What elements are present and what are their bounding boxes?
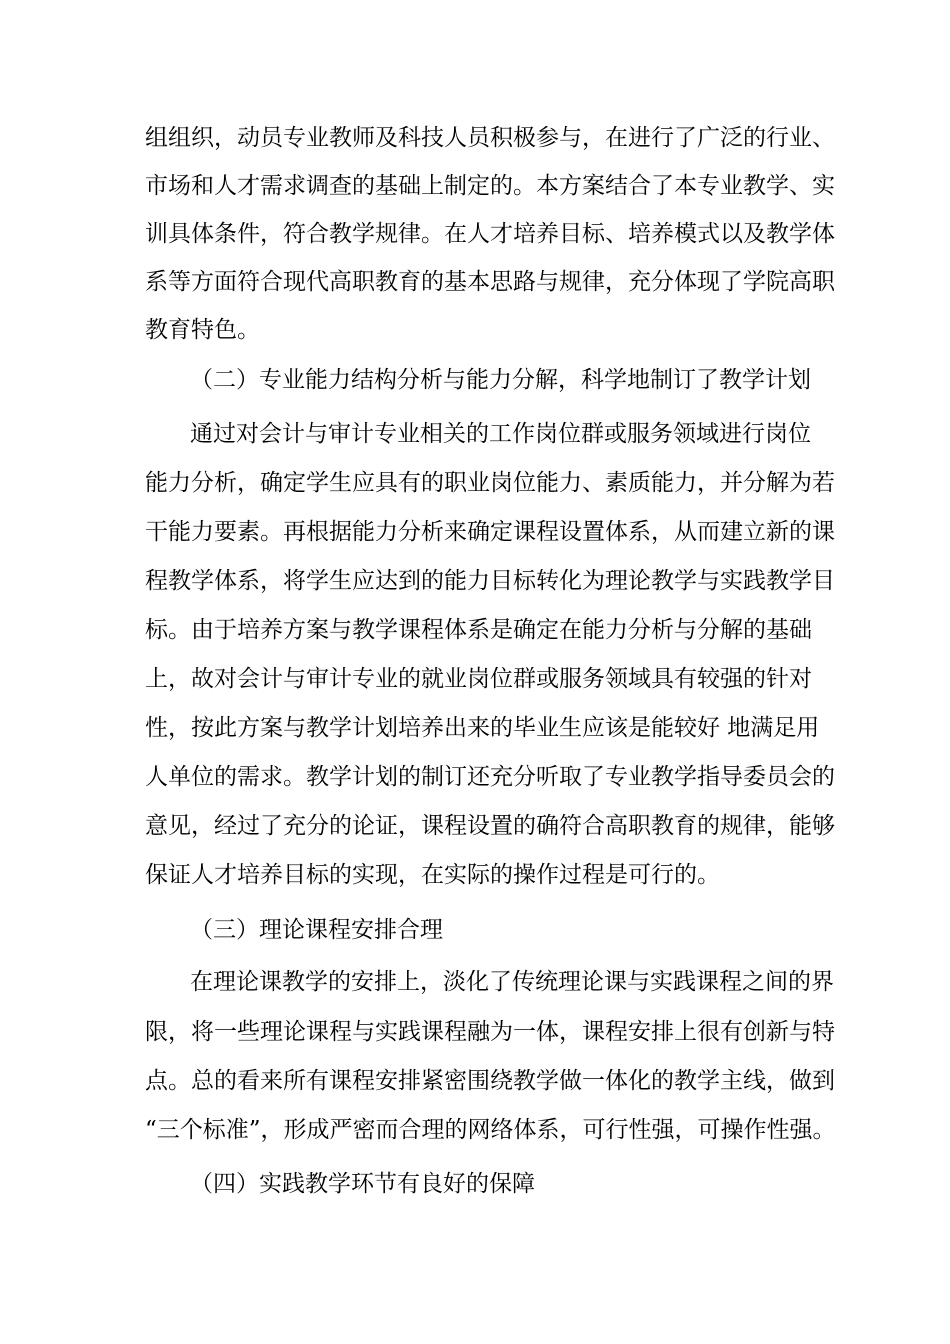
paragraph-line: 点。总的看来所有课程安排紧密围绕教学做一体化的教学主线，做到	[145, 1068, 835, 1094]
paragraph-line: 在理论课教学的安排上，淡化了传统理论课与实践课程之间的界	[190, 969, 834, 995]
paragraph-line: 标。由于培养方案与教学课程体系是确定在能力分析与分解的基础	[145, 617, 812, 643]
paragraph-line: 训具体条件，符合教学规律。在人才培养目标、培养模式以及教学体	[145, 221, 835, 247]
paragraph-line: 性，按此方案与教学计划培养出来的毕业生应该是能较好 地满足用	[145, 715, 820, 741]
section-heading: （三）理论课程安排合理	[190, 917, 443, 943]
paragraph-line: 人单位的需求。教学计划的制订还充分听取了专业教学指导委员会的	[145, 764, 835, 790]
paragraph-line: 上，故对会计与审计专业的就业岗位群或服务领域具有较强的针对	[145, 666, 812, 692]
paragraph-line: 程教学体系，将学生应达到的能力目标转化为理论教学与实践教学目	[145, 568, 835, 594]
paragraph-line: 教育特色。	[145, 317, 260, 343]
paragraph-line: 限，将一些理论课程与实践课程融为一体，课程安排上很有创新与特	[145, 1019, 835, 1045]
section-heading: （二）专业能力结构分析与能力分解，科学地制订了教学计划	[190, 367, 811, 393]
paragraph-line: 通过对会计与审计专业相关的工作岗位群或服务领域进行岗位	[190, 421, 811, 447]
paragraph-line: 保证人才培养目标的实现，在实际的操作过程是可行的。	[145, 862, 720, 888]
paragraph-line: 系等方面符合现代高职教育的基本思路与规律，充分体现了学院高职	[145, 269, 835, 295]
paragraph-line: 组组织，动员专业教师及科技人员积极参与，在进行了广泛的行业、	[145, 125, 835, 151]
paragraph-line: “三个标准”，形成严密而合理的网络体系，可行性强，可操作性强。	[145, 1117, 836, 1143]
section-heading: （四）实践教学环节有良好的保障	[190, 1171, 535, 1197]
paragraph-line: 意见，经过了充分的论证，课程设置的确符合高职教育的规律，能够	[145, 813, 835, 839]
paragraph-line: 干能力要素。再根据能力分析来确定课程设置体系，从而建立新的课	[145, 519, 835, 545]
paragraph-line: 市场和人才需求调查的基础上制定的。本方案结合了本专业教学、实	[145, 173, 835, 199]
paragraph-line: 能力分析，确定学生应具有的职业岗位能力、素质能力，并分解为若	[145, 470, 835, 496]
